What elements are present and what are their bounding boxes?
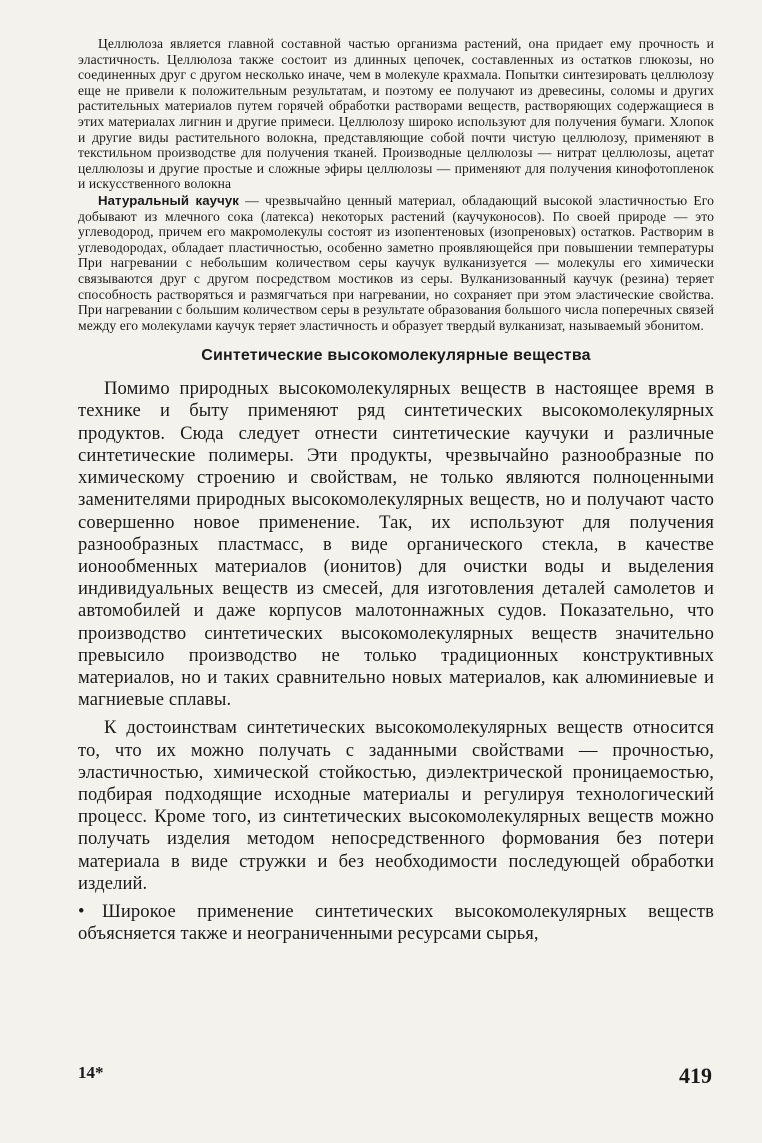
main-text-section (78, 378, 714, 945)
paragraph-resources (78, 901, 714, 945)
paragraph-text: Помимо природных высокомолекулярных веществ в настоящее время в технике и быту применяют ряд синтетических высокомолекулярных продуктов. Сюда следует отнести синтетические каучуки и различные синтетические полимеры. Эти продукты, чрезвычайно разнообразные по химическому строению и свойствам, не только являются полноценными заменителями природных высокомолекулярных веществ, но и получают часто совершенно новое применение. Так, их используют для получения разнообразных пластмасс, в виде органического стекла, в качестве ионообменных материалов (ионитов) для очистки воды и выделения индивидуальных веществ из смесей, для изготовления деталей самолетов и автомобилей и даже корпусов малотоннажных судов. Показательно, что производство синтетических высокомолекулярных веществ значительно превысило производство не только традиционных конструктивных материалов, но и таких сравнительно новых материалов, как алюминиевые и магниевые сплавы. (78, 378, 714, 711)
paragraph-text: Целлюлоза является главной составной частью организма растений, она придает ему прочность и эластичность. Целлюлоза также состоит из длинных цепочек, составленных из остатков глюкозы, но соединенных друг с другом несколько иначе, чем в молекуле крахмала. Попытки синтезировать целлюлозу еще не привели к положительным результатам, и поэтому ее получают из древесины, соломы и других растительных материалов путем горячей обработки растворами веществ, растворяющих содержащиеся в этих материалах лигнин и другие примеси. Целлюлозу широко используют для получения бумаги. Хлопок и другие виды растительного волокна, представляющие собой почти чистую целлюлозу, применяют в текстильном производстве для получения тканей. Производные целлюлозы — нитрат целлюлозы, ацетат целлюлозы и другие простые и сложные эфиры целлюлозы — применяют для получения кинофотопленок и искусственного волокна (78, 36, 714, 192)
page-number: 419 (679, 1063, 712, 1088)
paragraph-synthetic-intro (78, 378, 714, 711)
printer-signature: 14* (78, 1063, 104, 1082)
section-heading: Синтетические высокомолекулярные вещества (201, 347, 591, 365)
term-natural-rubber: Натуральный каучук (98, 192, 240, 208)
paragraph-advantages (78, 717, 714, 895)
paragraph-text: К достоинствам синтетических высокомолекулярных веществ относится то, что их можно получать с заданными свойствами — прочностью, эластичностью, химической стойкостью, диэлектрической проницаемостью, подбирая подходящие исходные материалы и регулируя технологический процесс. Кроме того, из синтетических высокомолекулярных веществ можно получать изделия методом непосредственного формования без потери материала в виде стружки и без необходимости последующей обработки изделий. (78, 717, 714, 894)
paragraph-cellulose (78, 36, 714, 192)
page-footer (78, 1063, 714, 1093)
paragraph-text: — чрезвычайно ценный материал, обладающий высокой эластичностью Его добывают из млечного сока (латекса) некоторых растений (каучуконосов). По своей природе — это углеводород, причем его макромолекулы состоят из изопентеновых (изопреновых) остатков. Растворим в углеводородах, обладает пластичностью, особенно заметно проявляющейся при повышении температуры При нагревании с небольшим количеством серы каучук вулканизуется — молекулы его химически связываются друг с другом посредством мостиков из серы. Вулканизованный каучук (резина) теряет способность растворяться и размягчаться при нагревании, но сохраняет при этом эластические свойства. При нагревании с большим количеством серы в результате образования большого числа поперечных связей между его молекулами каучук теряет эластичность и образует твердый вулканизат, называемый эбонитом. (78, 192, 715, 333)
page-body (78, 36, 714, 945)
bullet-mark: • (78, 900, 85, 922)
small-print-section (78, 36, 714, 333)
paragraph-text: Широкое применение синтетических высокомолекулярных веществ объясняется также и неограниченными ресурсами сырья, (78, 900, 714, 945)
paragraph-natural-rubber (78, 193, 714, 333)
